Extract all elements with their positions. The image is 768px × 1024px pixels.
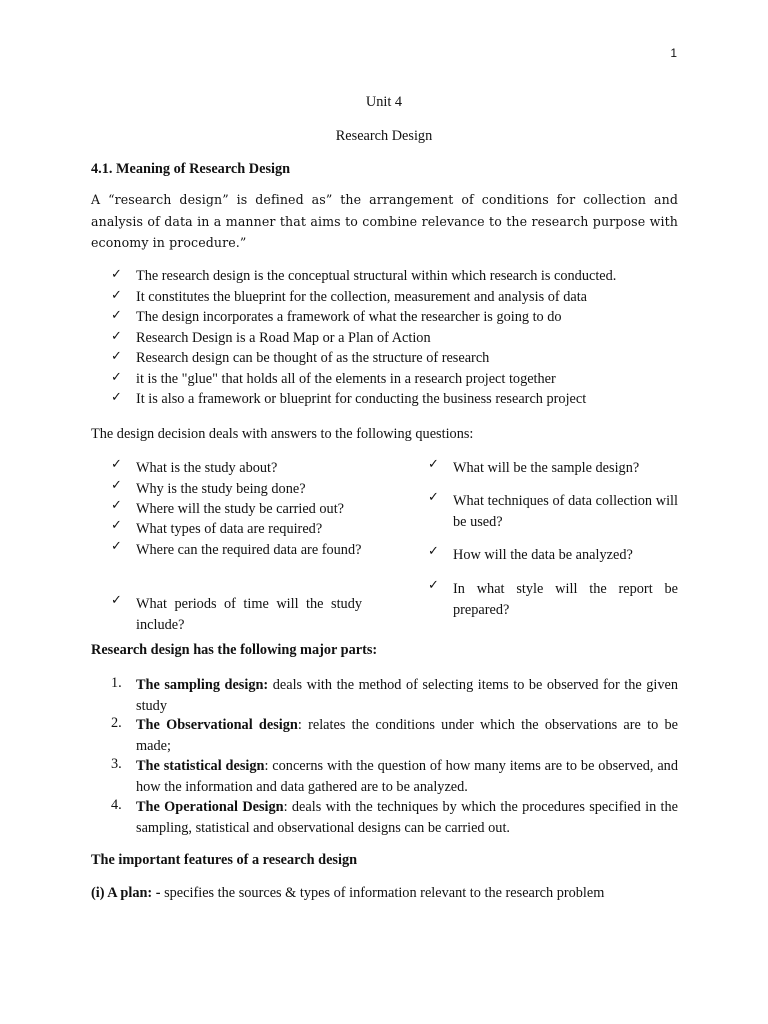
parts-heading: Research design has the following major parts: — [91, 642, 378, 658]
unit-label: Unit 4 — [365, 94, 403, 110]
page-title: Research Design — [335, 128, 433, 144]
check-icon: ✓ — [111, 498, 122, 513]
section-heading: 4.1. Meaning of Research Design — [91, 161, 291, 177]
check-icon: ✓ — [111, 288, 122, 303]
check-icon: ✓ — [111, 329, 122, 344]
check-icon: ✓ — [111, 370, 122, 385]
part-term: The statistical design — [136, 758, 265, 774]
part-term: The sampling design: — [136, 677, 269, 693]
check-icon: ✓ — [111, 349, 122, 364]
check-icon: ✓ — [428, 578, 439, 593]
part-term: The Operational Design — [136, 799, 284, 815]
check-icon: ✓ — [111, 478, 122, 493]
document-page: 1 Unit 4 Research Design 4.1. Meaning of Research Design A “research design” is defined as” the arrangement of conditions for collection and analysis of data in a manner that aims to combine relevance to the research purpose with economy in procedure.” ✓ The research design is the conceptual structural within which research is conducted. ✓ It constitutes the blueprint for the collection, measurement and analysis of data ✓ The design incorporates a framework of what the researcher is going to do ✓ Research Design is a Road Map or a Plan of Action ✓ Research design can be thought of as the structure of research ✓ it is the "glue" that holds all of the elements in a research project together ✓ It is also a framework or blueprint for conducting the business research project The design decision deals with answers to the following questions: ✓ What is the study about? ✓ Why is the study being done? ✓ Where will the study be carried out? ✓ What types of data are required? ✓ Where can the required data are found? ✓ What periods of time will the study include? ✓ What will be the sample design? ✓ What techniques of data collection will be used? ✓ How will the data be analyzed? ✓ In what style will the report be prepared? Research design has the following major parts: 1. The sampling design: deals with the method of selecting items to be observed for the given study 2. The Observational design: relates the conditions under which the observations are to be made; 3. The statistical design: concerns with the question of how many items are to be observed, and how the information and data gathered are to be analyzed. 4. The Operational Design: deals with the techniques by which the procedures specified in the sampling, statistical and observational designs can be carried out. The important features of a research design (i) A plan: - specifies the sources & types of information relevant to the research problem — [0, 0, 768, 1024]
intro-paragraph: A “research design” is defined as” the arrangement of conditions for collection and analysis of data in a manner that aims to combine relevance to the research purpose with economy in procedure.” — [91, 192, 678, 250]
features-heading: The important features of a research design — [91, 852, 358, 868]
check-icon: ✓ — [111, 539, 122, 554]
part-term: The Observational design — [136, 717, 298, 733]
check-icon: ✓ — [428, 544, 439, 559]
check-icon: ✓ — [428, 457, 439, 472]
check-icon: ✓ — [111, 457, 122, 472]
check-icon: ✓ — [111, 593, 122, 608]
check-icon: ✓ — [111, 518, 122, 533]
questions-intro: The design decision deals with answers to the following questions: — [91, 426, 474, 442]
check-icon: ✓ — [111, 308, 122, 323]
feature-term: (i) A plan: - — [91, 885, 161, 901]
check-icon: ✓ — [111, 267, 122, 282]
page-number: 1 — [670, 46, 677, 60]
feature-plan: (i) A plan: - specifies the sources & types of information relevant to the research problem — [91, 885, 605, 901]
check-icon: ✓ — [111, 390, 122, 405]
check-icon: ✓ — [428, 490, 439, 505]
